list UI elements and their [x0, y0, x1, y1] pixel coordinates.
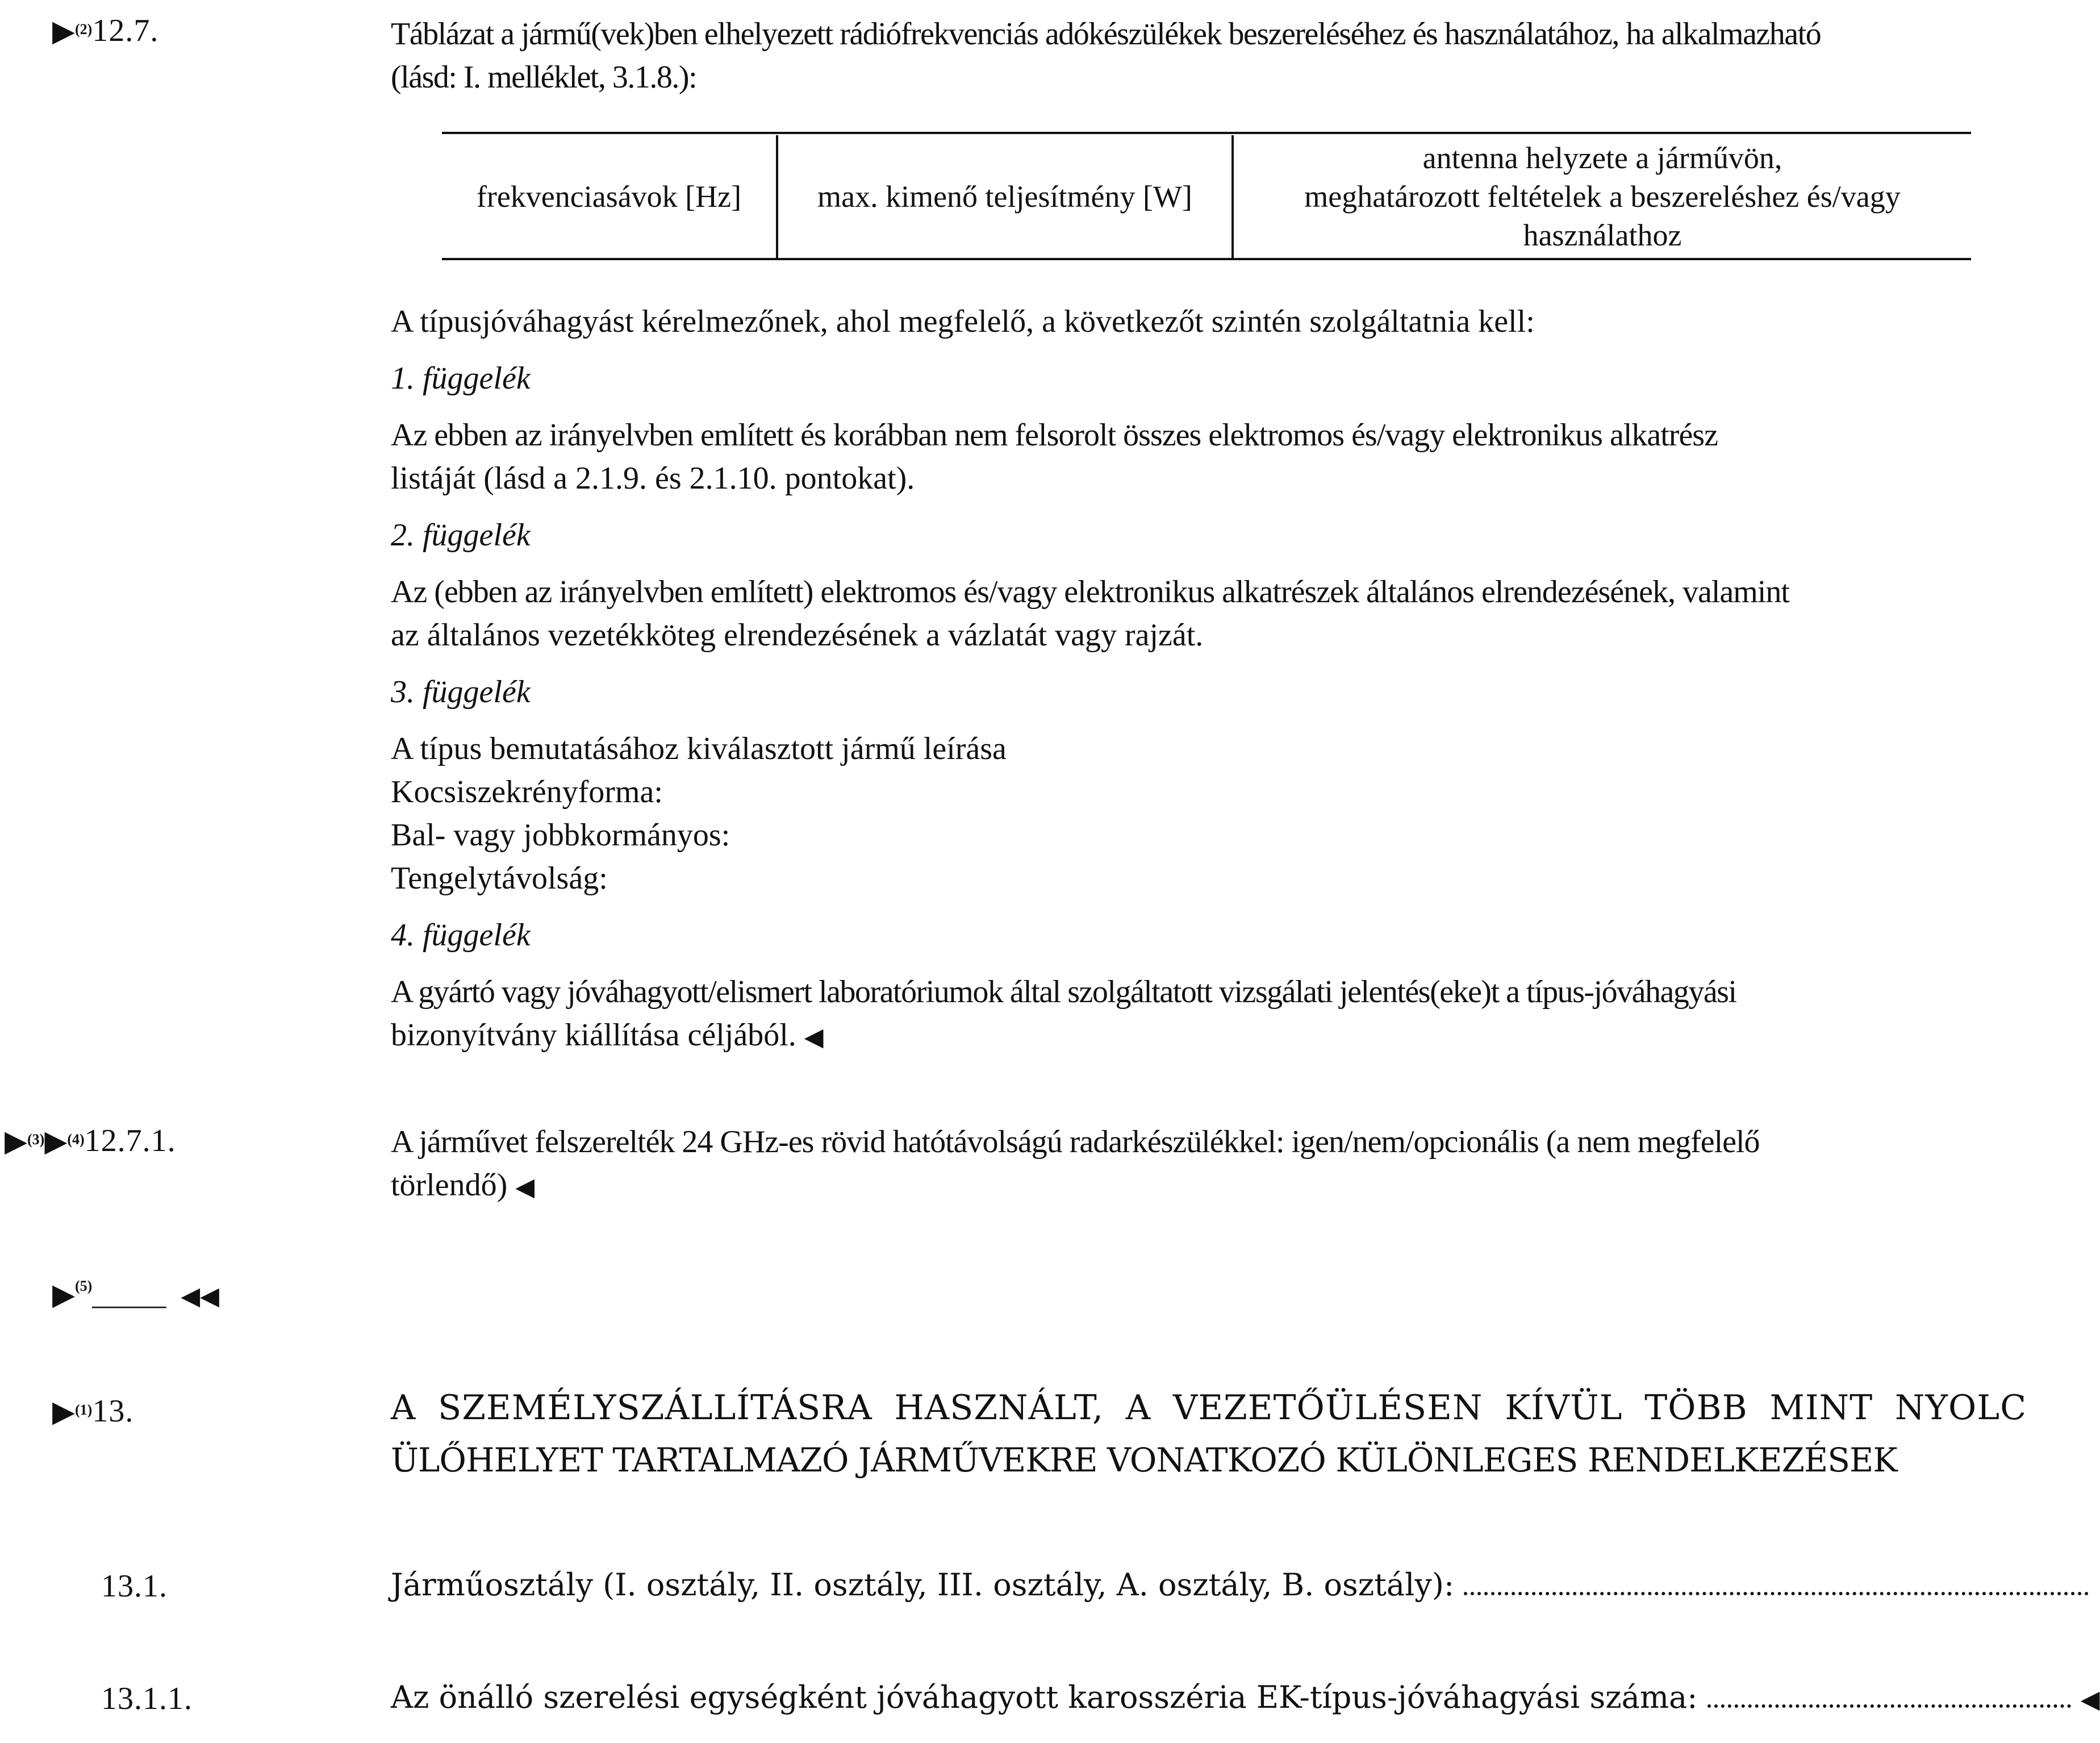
section-12-7-text — [391, 12, 2027, 99]
heading-line: A SZEMÉLYSZÁLLÍTÁSRA HASZNÁLT, A VEZETŐÜLÉSEN KÍVÜL TÖBB MINT NYOLC — [391, 1388, 2027, 1428]
insert-end-marker: ◀ — [2080, 1685, 2100, 1714]
insert-start-marker: ▶ — [5, 1125, 27, 1158]
text-line: A járművet felszerelték 24 GHz-es rövid hatótávolságú radarkészülékkel: igen/nem/opcionális (a nem megfelelő — [391, 1124, 1760, 1160]
amendment-ref: (5) — [75, 1277, 93, 1294]
text-line: (lásd: I. melléklet, 3.1.8.): — [391, 60, 697, 95]
section-13-label — [52, 1393, 133, 1429]
text-line: Az ebben az irányelvben említett és korábban nem felsorolt összes elektromos és/vagy elektronikus alkatrész — [391, 418, 1718, 453]
text-line: Bal- vagy jobbkormányos: — [391, 818, 730, 853]
appendix-2-title: 2. függelék — [391, 518, 531, 553]
insert-start-marker: ▶ — [52, 15, 75, 48]
insert-start-marker: ▶ — [52, 1396, 75, 1428]
text-line: listáját (lásd a 2.1.9. és 2.1.10. pontokat). — [391, 461, 915, 496]
fill-in-dots — [1464, 1581, 2089, 1595]
amendment-ref: (2) — [75, 20, 93, 37]
text-line: az általános vezetékköteg elrendezésének a vázlatát vagy rajzát. — [391, 618, 1204, 653]
text-line: A gyártó vagy jóváhagyott/elismert laboratóriumok által szolgáltatott vizsgálati jelentés(eke)t a típus-jóváhagyási — [391, 974, 1736, 1010]
section-number: 12.7. — [92, 13, 159, 48]
text-line — [391, 1164, 2027, 1209]
amendment-ref: (4) — [67, 1131, 85, 1148]
rf-transmitter-table — [442, 135, 1971, 258]
amendment-ref: (3) — [27, 1131, 45, 1148]
section-13-1-1-line — [391, 1679, 2100, 1715]
header-line: meghatározott feltételek a beszereléshez és/vagy — [1304, 180, 1901, 214]
table-header-row — [442, 135, 1971, 258]
table-bottom-rule — [442, 258, 1971, 260]
text-line: Tengelytávolság: — [391, 861, 608, 896]
header-line: antenna helyzete a járművön, — [1422, 141, 1782, 175]
deleted-placeholder: _____ — [92, 1279, 166, 1311]
intro-text: A típusjóváhagyást kérelmezőnek, ahol megfelelő, a következőt szintén szolgáltatnia kell: — [391, 304, 1535, 339]
section-number: 13. — [92, 1394, 134, 1429]
appendix-4-title: 4. függelék — [391, 918, 531, 953]
text-span: törlendő) — [391, 1167, 508, 1203]
appendix-3-text — [391, 727, 2027, 900]
section-13-heading — [391, 1382, 2027, 1486]
table-header-antenna — [1233, 135, 1971, 258]
insert-end-marker: ◀◀ — [181, 1282, 220, 1310]
appendix-3-title: 3. függelék — [391, 674, 531, 710]
appendix-2-text — [391, 570, 2027, 657]
section-12-7-1-text — [391, 1120, 2027, 1209]
section-12-7-appendices — [391, 300, 2027, 1059]
insert-end-marker: ◀ — [515, 1173, 535, 1201]
section-13-1-number: 13.1. — [101, 1569, 168, 1604]
text-span: bizonyítvány kiállítása céljából. — [391, 1018, 796, 1053]
section-number: 12.7.1. — [84, 1123, 176, 1158]
text-line: Táblázat a jármű(vek)ben elhelyezett rádiófrekvenciás adókészülékek beszereléséhez és használatához, ha alkalmazható — [391, 16, 1821, 52]
field-label: Járműosztály (I. osztály, II. osztály, III. osztály, A. osztály, B. osztály): — [391, 1567, 1455, 1603]
text-line: Kocsiszekrényforma: — [391, 774, 663, 810]
section-12-7-1-label — [5, 1123, 176, 1159]
header-line: használathoz — [1523, 218, 1682, 252]
insert-end-marker: ◀ — [804, 1023, 824, 1051]
table-top-rule — [442, 132, 1971, 134]
appendix-1-text — [391, 414, 2027, 500]
insert-start-marker: ▶ — [44, 1125, 68, 1158]
fill-in-dots — [1707, 1693, 2071, 1708]
table-header-frequency: frekvenciasávok [Hz] — [476, 180, 742, 214]
section-13-1-1-number: 13.1.1. — [101, 1681, 193, 1716]
heading-line: ÜLŐHELYET TARTALMAZÓ JÁRMŰVEKRE VONATKOZÓ KÜLÖNLEGES RENDELKEZÉSEK — [391, 1441, 1897, 1479]
section-12-7-label — [52, 12, 158, 49]
text-line: Az (ebben az irányelvben említett) elektromos és/vagy elektronikus alkatrészek általános elrendezésének, valamint — [391, 574, 1789, 610]
section-13-1-line — [391, 1567, 2027, 1603]
deleted-section-placeholder — [52, 1278, 219, 1312]
text-line — [391, 1014, 2027, 1059]
field-label: Az önálló szerelési egységként jóváhagyott karosszéria EK-típus-jóváhagyási száma: — [391, 1679, 1698, 1715]
amendment-ref: (1) — [75, 1401, 93, 1418]
insert-start-marker: ▶ — [52, 1279, 75, 1311]
appendix-4-text — [391, 970, 2027, 1059]
table-header-power: max. kimenő teljesítmény [W] — [777, 135, 1233, 258]
appendix-1-title: 1. függelék — [391, 361, 531, 396]
text-line: A típus bemutatásához kiválasztott jármű leírása — [391, 731, 1007, 766]
